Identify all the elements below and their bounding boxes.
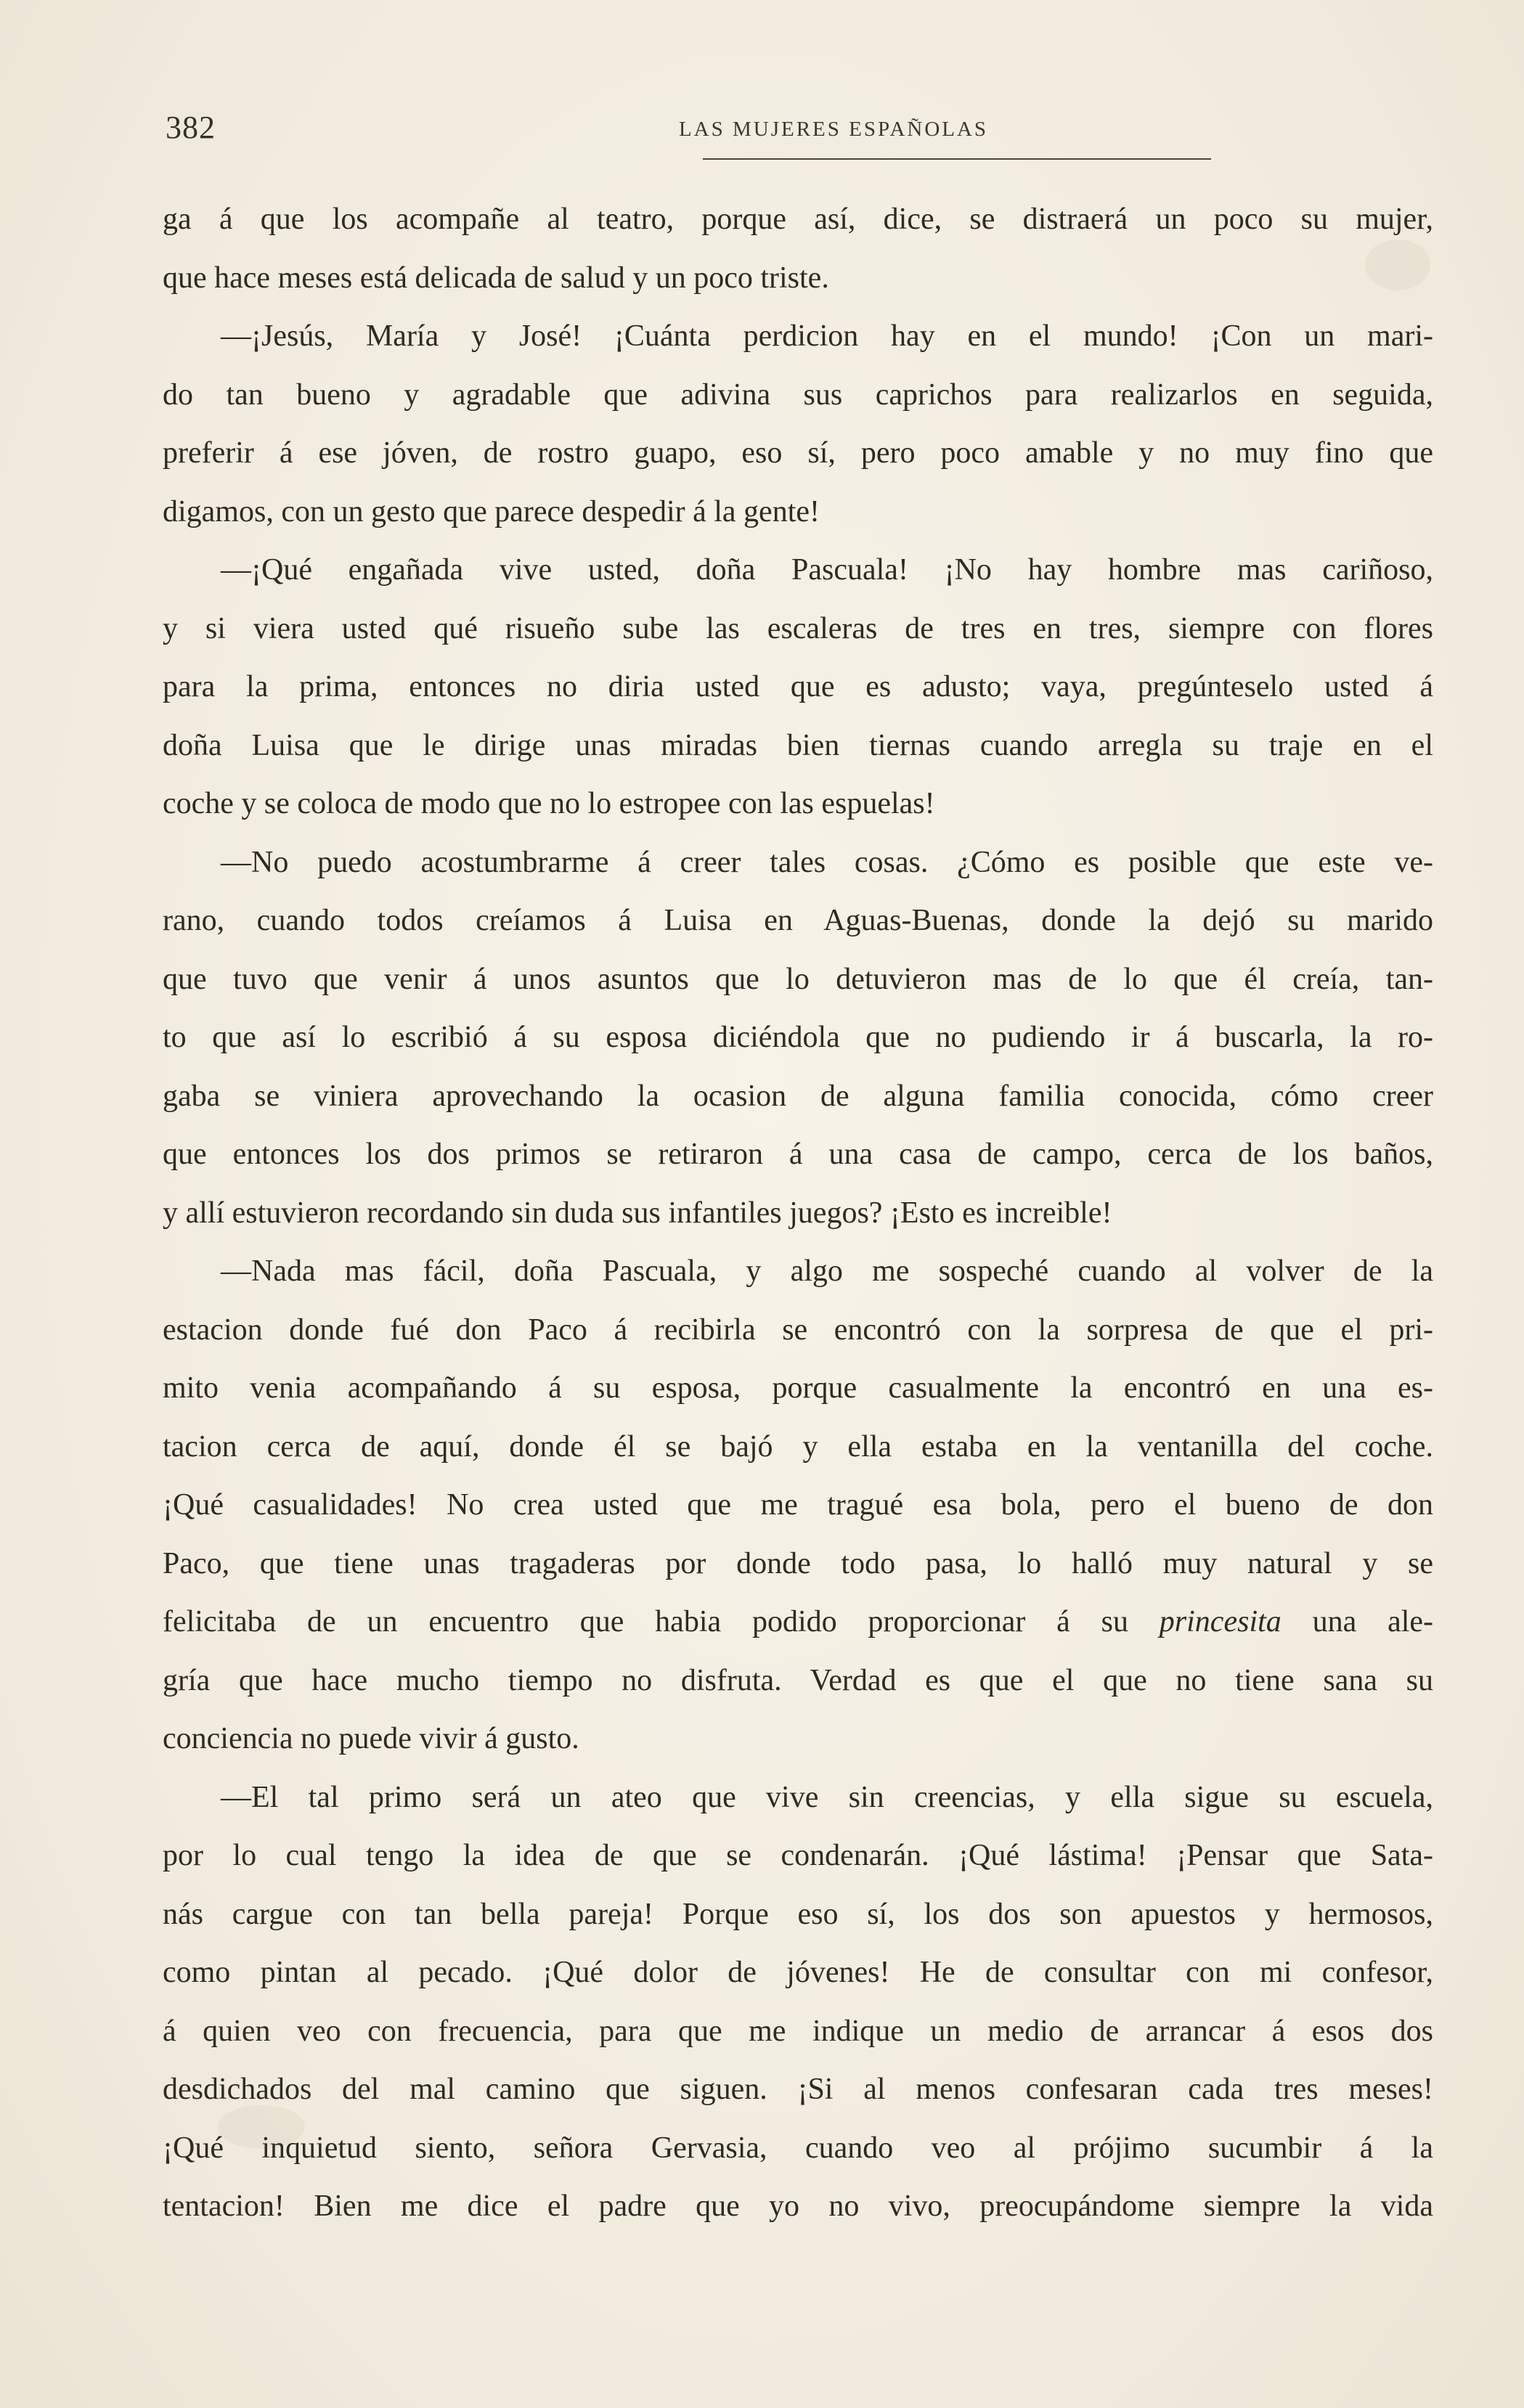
text-line: —No puedo acostumbrarme á creer tales cosas. ¿Cómo es posible que este ve-: [221, 845, 1433, 879]
body-text: [163, 190, 1433, 2236]
text-line: nás cargue con tan bella pareja! Porque eso sí, los dos son apuestos y hermosos,: [163, 1897, 1433, 1931]
text-line: y allí estuvieron recordando sin duda sus infantiles juegos? ¡Esto es increible!: [163, 1196, 1112, 1230]
text-line: ¡Qué casualidades! No crea usted que me tragué esa bola, pero el bueno de don: [163, 1488, 1433, 1522]
text-line: gaba se viniera aprovechando la ocasion de alguna familia conocida, cómo creer: [163, 1079, 1433, 1113]
text-line: rano, cuando todos creíamos á Luisa en Aguas-Buenas, donde la dejó su marido: [163, 904, 1433, 937]
text-line: á quien veo con frecuencia, para que me indique un medio de arrancar á esos dos: [163, 2014, 1433, 2048]
text-line: que hace meses está delicada de salud y un poco triste.: [163, 261, 829, 295]
text-line: tentacion! Bien me dice el padre que yo no vivo, preocupándome siempre la vida: [163, 2189, 1433, 2223]
text-line: tacion cerca de aquí, donde él se bajó y ella estaba en la ventanilla del coche.: [163, 1429, 1433, 1464]
text-line: por lo cual tengo la idea de que se condenarán. ¡Qué lástima! ¡Pensar que Sata-: [163, 1839, 1433, 1872]
text-line: do tan bueno y agradable que adivina sus caprichos para realizarlos en seguida,: [163, 377, 1433, 412]
text-line: conciencia no puede vivir á gusto.: [163, 1722, 579, 1755]
header-rule: [703, 158, 1211, 160]
text-line: gría que hace mucho tiempo no disfruta. Verdad es que el que no tiene sana su: [163, 1663, 1433, 1697]
text-line: ¡Qué inquietud siento, señora Gervasia, cuando veo al prójimo sucumbir á la: [163, 2131, 1433, 2165]
page-header: [166, 109, 1430, 160]
text-line: y si viera usted qué risueño sube las escaleras de tres en tres, siempre con flores: [163, 611, 1433, 645]
text-line: para la prima, entonces no diria usted que es adusto; vaya, pregúnteselo usted á: [163, 670, 1433, 703]
text-line-with-italic: [163, 1593, 1433, 1652]
text-line: mito venia acompañando á su esposa, porque casualmente la encontró en una es-: [163, 1371, 1433, 1405]
text-line: digamos, con un gesto que parece despedir á la gente!: [163, 494, 820, 528]
text-line: —Nada mas fácil, doña Pascuala, y algo me sospeché cuando al volver de la: [221, 1254, 1433, 1288]
page-number: 382: [166, 110, 216, 145]
text-line: estacion donde fué don Paco á recibirla se encontró con la sorpresa de que el pri-: [163, 1313, 1433, 1347]
text-line: que entonces los dos primos se retiraron á una casa de campo, cerca de los baños,: [163, 1138, 1433, 1171]
text-line: coche y se coloca de modo que no lo estropee con las espuelas!: [163, 787, 935, 820]
text-line: desdichados del mal camino que siguen. ¡Si al menos confesaran cada tres meses!: [163, 2073, 1433, 2106]
text-line: —El tal primo será un ateo que vive sin creencias, y ella sigue su escuela,: [221, 1780, 1433, 1814]
text-line: —¡Qué engañada vive usted, doña Pascuala! ¡No hay hombre mas cariñoso,: [221, 553, 1433, 587]
text-segment: felicitaba de un encuentro que habia podido proporcionar á su: [163, 1605, 1128, 1638]
text-line: preferir á ese jóven, de rostro guapo, eso sí, pero poco amable y no muy fino que: [163, 436, 1433, 470]
text-segment: una ale-: [1312, 1605, 1433, 1638]
text-line: —¡Jesús, María y José! ¡Cuánta perdicion hay en el mundo! ¡Con un mari-: [221, 319, 1433, 353]
text-line: como pintan al pecado. ¡Qué dolor de jóvenes! He de consultar con mi confesor,: [163, 1956, 1433, 1989]
text-line: Paco, que tiene unas tragaderas por donde todo pasa, lo halló muy natural y se: [163, 1546, 1433, 1580]
text-line: ga á que los acompañe al teatro, porque así, dice, se distraerá un poco su mujer,: [163, 203, 1433, 236]
text-line: to que así lo escribió á su esposa diciéndola que no pudiendo ir á buscarla, la ro-: [163, 1021, 1433, 1054]
running-title: LAS MUJERES ESPAÑOLAS: [678, 118, 989, 141]
italic-word: princesita: [1159, 1605, 1281, 1638]
text-line: que tuvo que venir á unos asuntos que lo detuvieron mas de lo que él creía, tan-: [163, 962, 1433, 996]
text-line: doña Luisa que le dirige unas miradas bien tiernas cuando arregla su traje en el: [163, 728, 1433, 762]
